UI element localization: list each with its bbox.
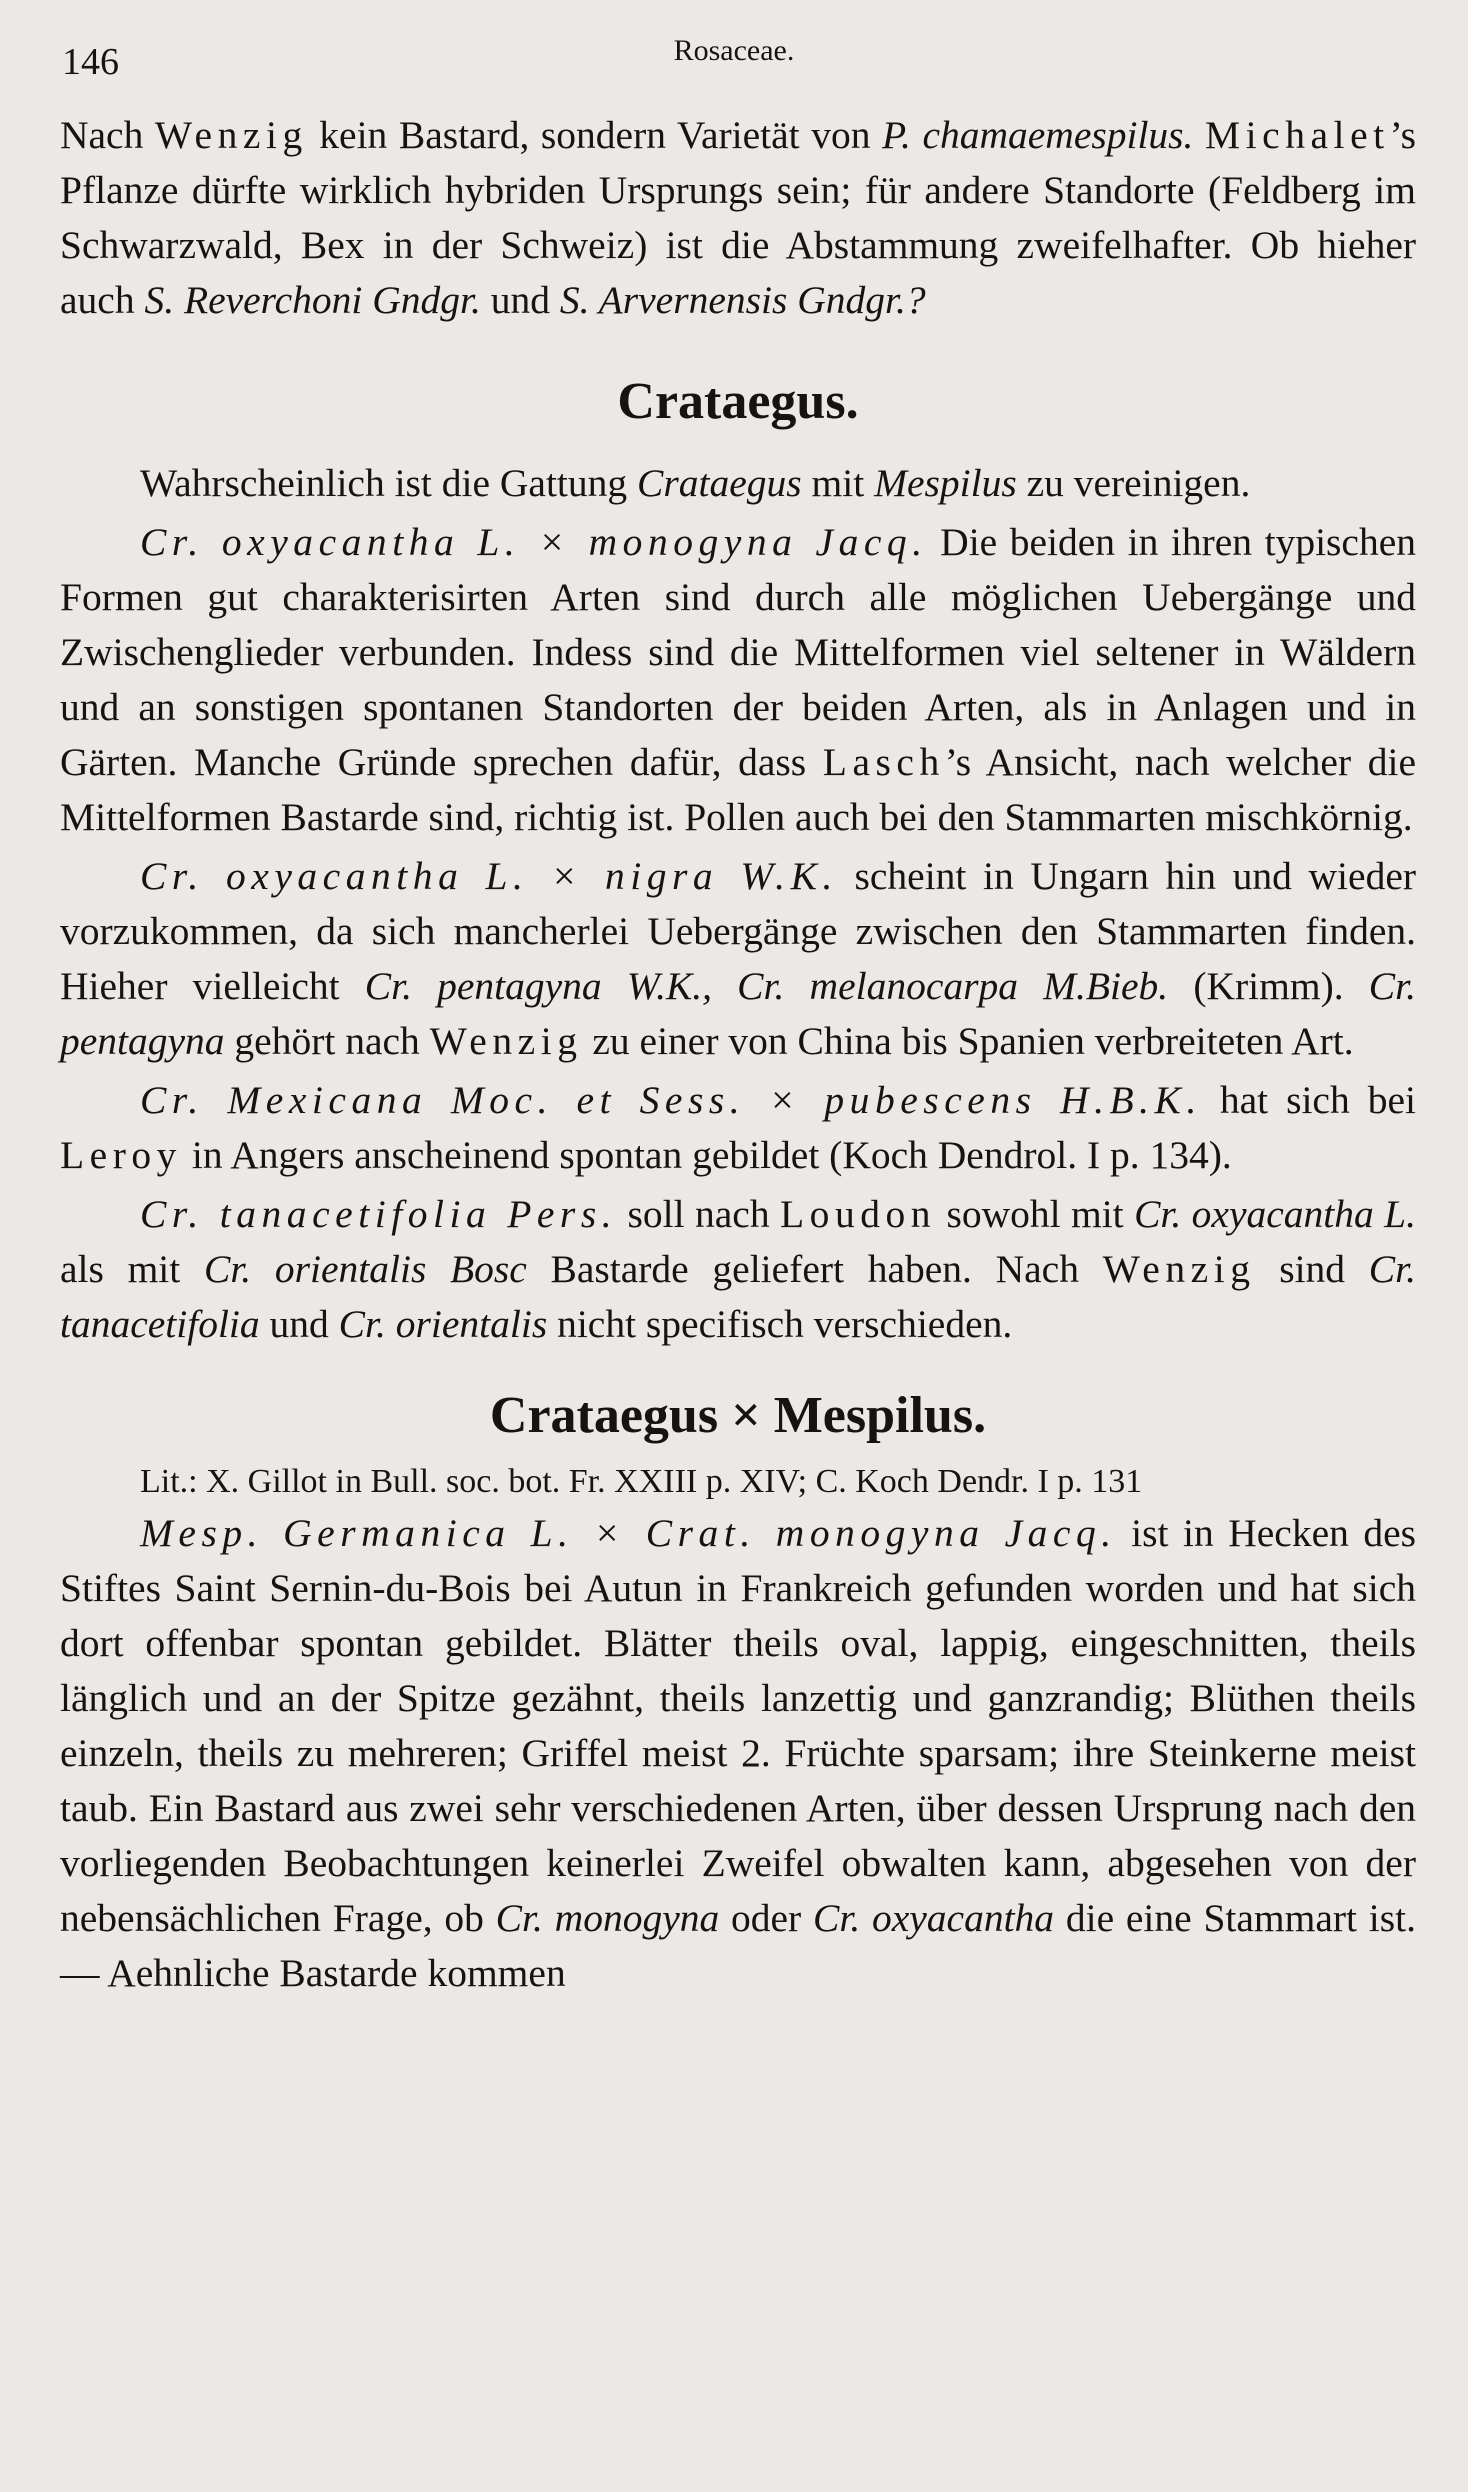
section-title-crataegus-mespilus: Crataegus × Mespilus. [489,1387,987,1444]
author-name: Wenzig [1102,1247,1256,1291]
hybrid-name: Cr. oxyacantha L. × nigra W.K. [140,854,838,898]
paragraph: Cr. tanacetifolia Pers. soll nach Loudon sowohl mit Cr. oxyacantha L. als mit Cr. orientalis Bosc Bastarde geliefert haben. Nach Wenzig sind Cr. tanacetifolia und Cr. orientalis nicht specifisch verschieden. [60,1192,1416,1346]
taxon-name: Cr. orientalis Bosc [203,1247,527,1291]
taxon-name: Cr. oxyacantha L. [1134,1192,1416,1236]
taxon-name: Cr. tanacetifolia [60,1247,1416,1346]
author-name: Loudon [780,1192,937,1236]
section-title-crataegus: Crataegus. [617,373,859,430]
literature-reference: Lit.: X. Gillot in Bull. soc. bot. Fr. XXIII p. XIV; C. Koch Dendr. I p. 131 [140,1463,1143,1500]
intro-paragraph: Nach Wenzig kein Bastard, sondern Varietät von P. chamaemespilus. Michalet’s Pflanze dürfte wirklich hybriden Ursprungs sein; für andere Standorte (Feldberg im Schwarzwald, Bex in der Schweiz) ist die Abstammung zweifelhafter. Ob hieher auch S. Reverchoni Gndgr. und S. Arvernensis Gndgr.? [60,113,1416,322]
paragraph: Wahrscheinlich ist die Gattung Crataegus mit Mespilus zu vereinigen. [140,461,1251,505]
hybrid-name: Cr. Mexicana Moc. et Sess. × pubescens H.B.K. [140,1078,1202,1122]
page-body [60,108,1416,2001]
paragraph: Cr. oxyacantha L. × monogyna Jacq. Die beiden in ihren typischen Formen gut charakterisirten Arten sind durch alle möglichen Uebergänge und Zwischenglieder verbunden. Indess sind die Mittelformen viel seltener in Wäldern und an sonstigen spontanen Standorten der beiden Arten, als in Anlagen und in Gärten. Manche Gründe sprechen dafür, dass Lasch’s Ansicht, nach welcher die Mittelformen Bastarde sind, richtig ist. Pollen auch bei den Stammarten mischkörnig. [60,520,1416,839]
paragraph: Cr. Mexicana Moc. et Sess. × pubescens H.B.K. hat sich bei Leroy in Angers anscheinend spontan gebildet (Koch Dendrol. I p. 134). [60,1078,1416,1177]
taxon-name: Crataegus [637,461,802,505]
author-name: Lasch [822,740,945,784]
taxon-name: Cr. oxyacantha [812,1896,1055,1940]
author-name: Wenzig [154,113,308,157]
taxon-name: Mespilus [874,461,1017,505]
paragraph: Cr. oxyacantha L. × nigra W.K. scheint in Ungarn hin und wieder vorzukommen, da sich mancherlei Uebergänge zwischen den Stammarten finden. Hieher vielleicht Cr. pentagyna W.K., Cr. melanocarpa M.Bieb. (Krimm). Cr. pentagyna gehört nach Wenzig zu einer von China bis Spanien verbreiteten Art. [60,854,1416,1063]
page-number: 146 [62,41,119,83]
hybrid-name: Mesp. Germanica L. × Crat. monogyna Jacq. [140,1511,1117,1555]
taxon-name: P. chamaemespilus. [882,113,1194,157]
taxon-name: Cr. pentagyna W.K., Cr. melanocarpa M.Bieb. [364,964,1169,1008]
page-header [62,28,1406,88]
taxon-name: S. Arvernensis Gndgr.? [559,278,926,322]
hybrid-name: Cr. oxyacantha L. × monogyna Jacq. [140,520,928,564]
running-title: Rosaceae. [673,34,795,67]
hybrid-name: Cr. tanacetifolia Pers. [140,1192,618,1236]
taxon-name: Cr. monogyna [495,1896,720,1940]
author-name: Leroy [60,1133,182,1177]
author-name: Michalet [1205,113,1390,157]
paragraph: Mesp. Germanica L. × Crat. monogyna Jacq. ist in Hecken des Stiftes Saint Sernin-du-Bois bei Autun in Frankreich gefunden worden und hat sich dort offenbar spontan gebildet. Blätter theils oval, lappig, eingeschnitten, theils länglich und an der Spitze gezähnt, theils lanzettig und ganzrandig; Blüthen theils einzeln, theils zu mehreren; Griffel meist 2. Früchte sparsam; ihre Steinkerne meist taub. Ein Bastard aus zwei sehr verschiedenen Arten, über dessen Ursprung nach den vorliegenden Beobachtungen keinerlei Zweifel obwalten kann, abgesehen von der nebensächlichen Frage, ob Cr. monogyna oder Cr. oxyacantha die eine Stammart ist. — Aehnliche Bastarde kommen [60,1511,1417,1995]
taxon-name: Cr. orientalis [338,1302,548,1346]
taxon-name: S. Reverchoni Gndgr. [144,278,481,322]
taxon-name: Cr. pentagyna [60,964,1416,1063]
author-name: Wenzig [429,1019,583,1063]
